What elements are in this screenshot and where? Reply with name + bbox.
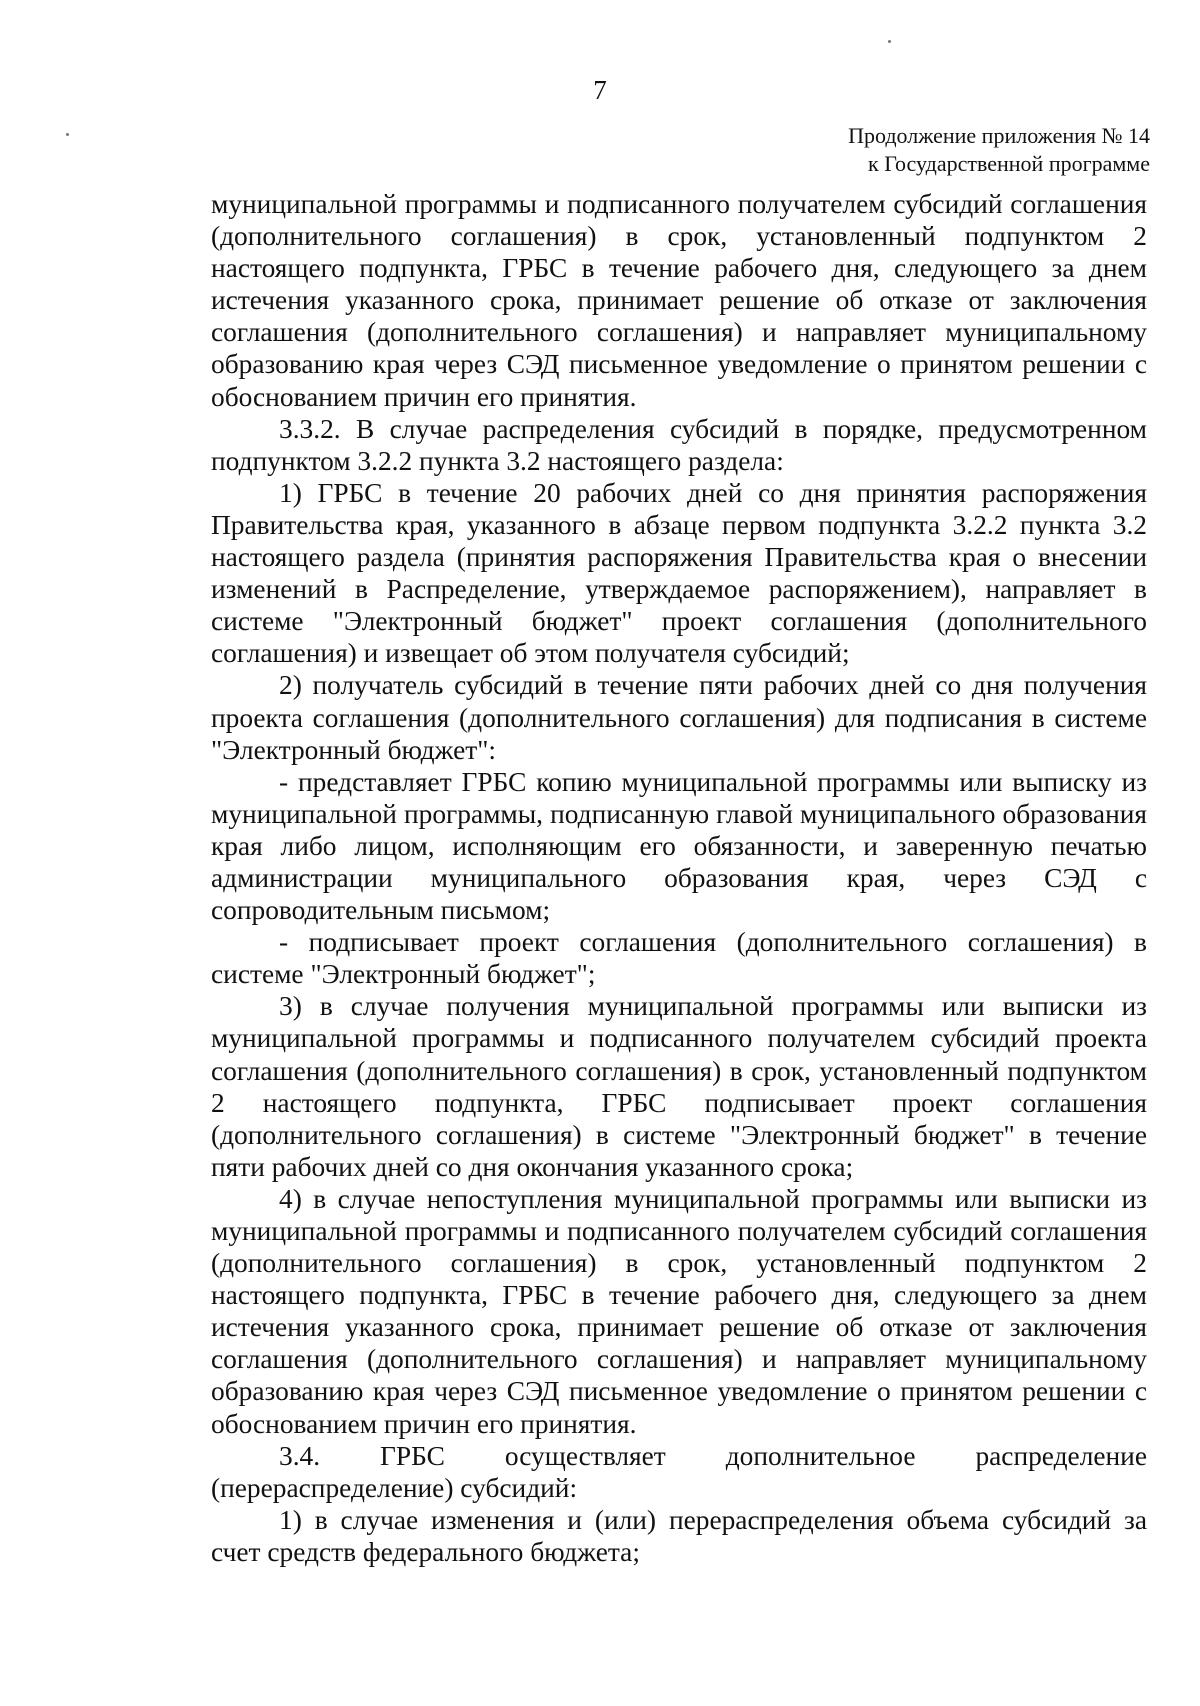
paragraph-item-2: 2) получатель субсидий в течение пяти рабочих дней со дня получения проекта соглашения (дополнительного соглашения) для подписания в системе "Электронный бюджет": xyxy=(211,670,1147,765)
paragraph-item-3: 3) в случае получения муниципальной программы или выписки из муниципальной программы и подписанного получателем субсидий проекта соглашения (дополнительного соглашения) в срок, установленный подпунктом 2 настоящего подпункта, ГРБС подписывает проект соглашения (дополнительного соглашения) в системе "Электронный бюджет" в течение пяти рабочих дней со дня окончания указанного срока; xyxy=(211,991,1147,1182)
paragraph-item-1: 1) ГРБС в течение 20 рабочих дней со дня принятия распоряжения Правительства края, указанного в абзаце первом подпункта 3.2.2 пункта 3.2 настоящего раздела (принятия распоряжения Правительства края о внесении изменений в Распределение, утверждаемое распоряжением), направляет в системе "Электронный бюджет" проект соглашения (дополнительного соглашения) и извещает об этом получателя субсидий; xyxy=(211,477,1147,669)
paragraph-item-4: 4) в случае непоступления муниципальной программы или выписки из муниципальной программы и подписанного получателем субсидий соглашения (дополнительного соглашения) в срок, установленный подпунктом 2 настоящего подпункта, ГРБС в течение рабочего дня, следующего за днем истечения указанного срока, принимает решение об отказе от заключения соглашения (дополнительного соглашения) и направляет муниципальному образованию края через СЭД письменное уведомление о принятом решении с обоснованием причин его принятия. xyxy=(211,1183,1147,1439)
paragraph-3-3-2: 3.3.2. В случае распределения субсидий в порядке, предусмотренном подпунктом 3.2.2 пункта 3.2 настоящего раздела: xyxy=(211,413,1147,476)
paragraph-dash-1: - представляет ГРБС копию муниципальной программы или выписку из муниципальной программы, подписанную главой муниципального образования края либо лицом, исполняющим его обязанности, и заверенную печатью администрации муниципального образования края, через СЭД с сопроводительным письмом; xyxy=(211,766,1147,926)
appendix-header-line-1: Продолжение приложения № 14 xyxy=(848,123,1150,148)
page-number: 7 xyxy=(593,75,607,105)
appendix-header-line-2: к Государственной программе xyxy=(868,151,1150,176)
paragraph-3-4: 3.4. ГРБС осуществляет дополнительное распределение (перераспределение) субсидий: xyxy=(211,1440,1147,1503)
paragraph-dash-2: - подписывает проект соглашения (дополнительного соглашения) в системе "Электронный бюджет"; xyxy=(211,927,1147,990)
scan-artifact-dot xyxy=(888,40,891,43)
scan-artifact-dot xyxy=(66,133,69,136)
paragraph-continuation: муниципальной программы и подписанного получателем субсидий соглашения (дополнительного соглашения) в срок, установленный подпунктом 2 настоящего подпункта, ГРБС в течение рабочего дня, следующего за днем истечения указанного срока, принимает решение об отказе от заключения соглашения (дополнительного соглашения) и направляет муниципальному образованию края через СЭД письменное уведомление о принятом решении с обоснованием причин его принятия. xyxy=(211,189,1147,412)
paragraph-3-4-item-1: 1) в случае изменения и (или) перераспределения объема субсидий за счет средств федерального бюджета; xyxy=(211,1504,1147,1567)
appendix-header xyxy=(848,122,1150,178)
document-body xyxy=(211,188,1147,1568)
